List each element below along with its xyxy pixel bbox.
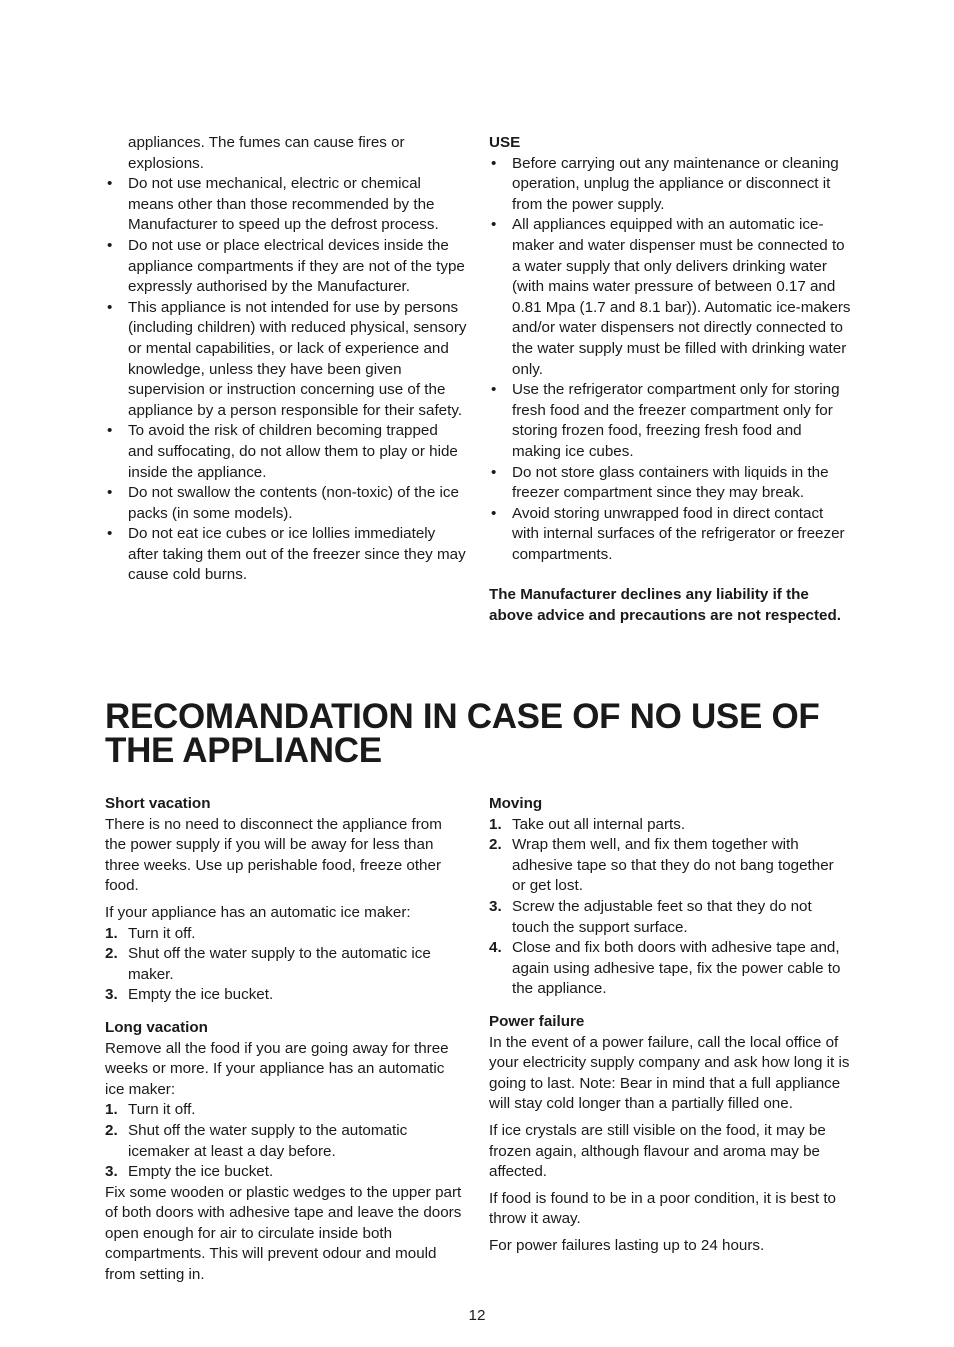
power-failure-heading: Power failure <box>489 1012 585 1030</box>
moving-column <box>489 794 851 1256</box>
step-number: 1. <box>105 1101 118 1119</box>
short-vacation-heading: Short vacation <box>105 795 211 812</box>
list-item <box>489 938 851 1000</box>
list-item: • This appliance is not intended for use by persons (including children) with reduced physical, sensory or mental capabilities, or lack of experience and knowledge, unless they have been given supervision or instruction concerning use of the appliance by a person responsible for their safety. <box>105 298 467 422</box>
list-item: • Do not eat ice cubes or ice lollies immediately after taking them out of the freezer since they may cause cold burns. <box>105 524 467 586</box>
use-heading: USE <box>489 134 521 151</box>
list-item <box>105 1100 467 1121</box>
page-number: 12 <box>468 1307 486 1324</box>
ice-maker-intro: If your appliance has an automatic ice maker: <box>105 903 411 921</box>
list-item: • To avoid the risk of children becoming trapped and suffocating, do not allow them to play or hide inside the appliance. <box>105 421 467 483</box>
list-item <box>489 835 851 897</box>
list-item <box>105 1162 467 1183</box>
step-number: 1. <box>489 815 502 833</box>
step-number: 2. <box>105 1121 118 1139</box>
list-item: • Do not swallow the contents (non-toxic) of the ice packs (in some models). <box>105 483 467 524</box>
list-item: • Do not use mechanical, electric or chemical means other than those recommended by the Manufacturer to speed up the defrost process. <box>105 174 467 236</box>
power-failure-text: In the event of a power failure, call the local office of your electricity supply company and ask how long it is going to last. Note: Bear in mind that a full appliance will stay cold longer than a partially filled one. <box>489 1033 850 1113</box>
step-number: 3. <box>105 986 118 1004</box>
step-text: Empty the ice bucket. <box>128 1163 274 1181</box>
step-text: Close and fix both doors with adhesive tape and, again using adhesive tape, fix the power cable to the appliance. <box>512 939 841 998</box>
list-item: • Do not use or place electrical devices inside the appliance compartments if they are not of the type expressly authorised by the Manufacturer. <box>105 236 467 298</box>
step-text: Take out all internal parts. <box>512 815 686 833</box>
use-column <box>489 133 851 627</box>
long-vacation-steps <box>105 1100 467 1182</box>
disclaimer: The Manufacturer declines any liability if the above advice and precautions are not respected. <box>489 586 841 625</box>
list-item <box>105 1121 467 1162</box>
list-item <box>105 924 467 945</box>
step-text: Screw the adjustable feet so that they do not touch the support surface. <box>512 897 812 936</box>
step-text: Wrap them well, and fix them together with adhesive tape so that they do not bang together or get lost. <box>512 836 834 895</box>
safety-column-left <box>105 133 467 586</box>
step-text: Turn it off. <box>128 924 196 942</box>
long-vacation-text: Remove all the food if you are going away for three weeks or more. If your appliance has an automatic ice maker: <box>105 1039 449 1098</box>
step-number: 3. <box>489 897 502 915</box>
long-vacation-heading: Long vacation <box>105 1018 208 1036</box>
page-title: RECOMANDATION IN CASE OF NO USE OF THE APPLIANCE <box>105 697 820 770</box>
list-item: • All appliances equipped with an automatic ice-maker and water dispenser must be connected to a water supply that only delivers drinking water (with mains water pressure of between 0.17 and 0.81 Mpa (1.7 and 8.1 bar)). Automatic ice-makers and/or water dispensers not directly connected to the water supply must be filled with drinking water only. <box>489 215 851 380</box>
step-number: 3. <box>105 1163 118 1181</box>
power-failure-text: For power failures lasting up to 24 hours. <box>489 1236 765 1254</box>
short-vacation-text: There is no need to disconnect the appliance from the power supply if you will be away for less than three weeks. Use up perishable food, freeze other food. <box>105 815 442 895</box>
step-text: Empty the ice bucket. <box>128 986 274 1004</box>
list-item: • Avoid storing unwrapped food in direct contact with internal surfaces of the refrigerator or freezer compartments. <box>489 504 851 566</box>
list-item: • Do not store glass containers with liquids in the freezer compartment since they may break. <box>489 463 851 504</box>
moving-steps <box>489 815 851 1000</box>
list-item: • Use the refrigerator compartment only for storing fresh food and the freezer compartment only for storing frozen food, freezing fresh food and making ice cubes. <box>489 380 851 462</box>
list-item <box>489 897 851 938</box>
step-text: Shut off the water supply to the automatic icemaker at least a day before. <box>128 1121 408 1160</box>
continuation-text: appliances. The fumes can cause fires or explosions. <box>128 134 405 172</box>
short-vacation-steps <box>105 924 467 1006</box>
power-failure-text: If ice crystals are still visible on the food, it may be frozen again, although flavour and aroma may be affected. <box>489 1121 826 1181</box>
long-vacation-closing: Fix some wooden or plastic wedges to the upper part of both doors with adhesive tape and leave the doors open enough for air to circulate inside both compartments. This will prevent odour and mould from setting in. <box>105 1183 462 1284</box>
step-text: Turn it off. <box>128 1101 196 1119</box>
list-item <box>105 944 467 985</box>
step-number: 4. <box>489 939 502 957</box>
step-number: 1. <box>105 924 118 942</box>
power-failure-text: If food is found to be in a poor condition, it is best to throw it away. <box>489 1189 836 1228</box>
vacation-column <box>105 794 467 1286</box>
list-item <box>105 985 467 1006</box>
list-item <box>489 815 851 836</box>
step-number: 2. <box>489 836 502 854</box>
list-item: • Before carrying out any maintenance or cleaning operation, unplug the appliance or disconnect it from the power supply. <box>489 154 851 216</box>
safety-list <box>105 174 467 586</box>
moving-heading: Moving <box>489 795 543 812</box>
step-text: Shut off the water supply to the automatic ice maker. <box>128 945 431 983</box>
use-list <box>489 154 851 566</box>
step-number: 2. <box>105 945 118 963</box>
